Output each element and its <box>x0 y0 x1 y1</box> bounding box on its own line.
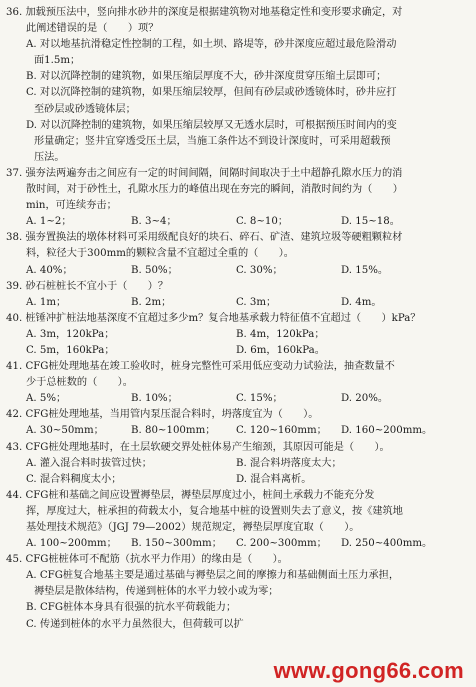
options-row <box>6 456 466 472</box>
answer-option: 压法。 <box>34 151 65 163</box>
answer-option: A. 对以地基抗滑稳定性控制的工程，如土坝、路堤等，砂井深度应超过最危险滑动 <box>26 39 397 51</box>
answer-option: D. 15~18。 <box>341 216 400 228</box>
options-row <box>6 263 466 279</box>
question-stem-line: min，可连续夯击； <box>26 200 117 212</box>
question-stem-line: 挥，厚度过大，桩承担的荷载太小，复合地基中桩的设置则失去了意义，按《建筑地 <box>26 505 403 517</box>
answer-option: C. 30%； <box>236 264 283 276</box>
options-row <box>6 214 466 230</box>
answer-option: D. 160~200mm。 <box>341 425 433 437</box>
answer-option: C. 8~10； <box>236 216 289 228</box>
options-row <box>6 536 466 552</box>
question-9 <box>6 552 466 632</box>
question-stem-line: 39. 砂石桩桩长不宜小于（ ）？ <box>6 280 169 292</box>
answer-option: B. 混合料坍落度太大； <box>236 457 342 469</box>
answer-option: B. 50%； <box>131 264 178 276</box>
answer-option: A. CFG桩复合地基主要是通过基础与褥垫层之间的摩擦力和基础侧面土压力承担， <box>26 570 400 582</box>
answer-option: A. 3m，120kPa； <box>26 328 115 340</box>
answer-option: D. 对以沉降控制的建筑物，如果压缩层较厚又无透水层时，可根据预压时间内的变 <box>26 119 397 131</box>
options-row <box>6 472 466 488</box>
answer-option: B. 80~100mm； <box>131 425 216 437</box>
question-stem-line: 43. CFG桩处理地基时，在土层软硬交界处桩体易产生缩颈，其原因可能是（ ）。 <box>6 441 390 453</box>
answer-option: D. 250~400mm。 <box>341 538 433 550</box>
question-8 <box>6 488 466 552</box>
answer-option: C. 5m，160kPa； <box>26 344 115 356</box>
answer-option: C. 200~300mm； <box>236 538 327 550</box>
options-row <box>6 295 466 311</box>
answer-option: A. 30~50mm； <box>26 425 104 437</box>
answer-option: B. 4m，120kPa； <box>236 328 325 340</box>
answer-option: C. 15%； <box>236 393 283 405</box>
answer-option: C. 120~160mm； <box>236 425 327 437</box>
answer-option: A. 灌入混合料时拔管过快； <box>26 457 152 469</box>
question-stem-line: 散时间，对于砂性土，孔隙水压力的峰值出现在夯完的瞬间，消散时间约为（ ） <box>26 184 403 196</box>
question-stem-line: 36. 加载预压法中，竖向排水砂井的深度是根据建筑物对地基稳定性和变形要求确定，对 <box>6 7 403 18</box>
answer-option: A. 40%； <box>26 264 73 276</box>
question-stem-line: 40. 桩锤冲扩桩法地基深度不宜超过多少m？复合地基承载力特征值不宜超过（ ）kPa？ <box>6 312 421 324</box>
answer-option: 形量确定；竖井宜穿透受压土层，当施工条件达不到设计深度时，可采用超载预 <box>34 135 391 147</box>
answer-option: D. 20%。 <box>341 393 389 405</box>
answer-option: C. 3m； <box>236 296 277 308</box>
answer-option: B. 10%； <box>131 393 178 405</box>
question-7 <box>6 440 466 488</box>
question-3 <box>6 279 466 311</box>
answer-option: B. 2m； <box>131 296 172 308</box>
answer-option: B. 对以沉降控制的建筑物，如果压缩层厚度不大，砂井深度贯穿压缩土层即可； <box>26 71 387 83</box>
question-2 <box>6 230 466 278</box>
answer-option: A. 1~2； <box>26 216 72 228</box>
question-5 <box>6 359 466 407</box>
options-row <box>6 343 466 359</box>
answer-option: B. CFG桩体本身具有很强的抗水平荷载能力； <box>26 602 237 614</box>
options-row <box>6 423 466 439</box>
question-stem-line: 基处理技术规范》（JGJ 79—2002）规范规定，褥垫层厚度宜取（ ）。 <box>26 522 360 533</box>
answer-option: D. 15%。 <box>341 264 389 276</box>
answer-option: C. 传递到桩体的水平力虽然很大，但荷载可以扩 <box>26 618 244 630</box>
question-stem-line: 料，粒径大于300mm的颗粒含量不宜超过全重的（ ）。 <box>26 248 294 260</box>
question-6 <box>6 407 466 439</box>
question-stem-line: 37. 强夯法两遍夯击之间应有一定的时间间隔，间隔时间取决于土中超静孔隙水压力的消 <box>6 167 403 179</box>
answer-option: B. 150~300mm； <box>131 538 222 550</box>
question-0 <box>6 5 466 166</box>
site-watermark[interactable]: www.gong66.com <box>273 658 464 683</box>
question-4 <box>6 311 466 359</box>
answer-option: 面1.5m； <box>34 55 81 67</box>
answer-option: C. 对以沉降控制的建筑物，如果压缩层较厚，但间有砂层或砂透镜体时，砂井应打 <box>26 87 397 99</box>
answer-option: A. 5%； <box>26 393 67 405</box>
answer-option: D. 混合料离析。 <box>236 473 312 485</box>
options-row <box>6 327 466 343</box>
question-stem-line: 42. CFG桩处理地基，当用管内泵压混合料时，坍落度宜为（ ）。 <box>6 409 319 421</box>
answer-option: D. 6m，160kPa。 <box>236 344 325 356</box>
question-stem-line: 38. 强夯置换法的墩体材料可采用级配良好的块石、碎石、矿渣、建筑垃圾等硬粗颗粒材 <box>6 232 403 244</box>
question-stem-line: 44. CFG桩和基础之间应设置褥垫层，褥垫层厚度过小，桩间土承载力不能充分发 <box>6 489 375 501</box>
answer-option: A. 1m； <box>26 296 67 308</box>
answer-option: C. 混合料稠度太小； <box>26 473 122 485</box>
question-stem-line: 45. CFG桩桩体可不配筋（抗水平力作用）的缘由是（ ）。 <box>6 554 288 566</box>
question-stem-line: 少于总桩数的（ ）。 <box>26 377 133 389</box>
answer-option: B. 3~4； <box>131 216 177 228</box>
question-1 <box>6 166 466 230</box>
answer-option: 褥垫层是散体结构，传递到桩体的水平力较小或为零； <box>34 586 279 598</box>
question-stem-line: 此阐述错误的是（ ）项？ <box>26 23 159 35</box>
options-row <box>6 391 466 407</box>
answer-option: D. 4m。 <box>341 296 382 308</box>
question-stem-line: 41. CFG桩处理地基在竣工验收时，桩身完整性可采用低应变动力试验法，抽查数量不 <box>6 361 395 373</box>
answer-option: A. 100~200mm； <box>26 538 117 550</box>
answer-option: 至砂层或砂透镜体层； <box>34 103 136 115</box>
